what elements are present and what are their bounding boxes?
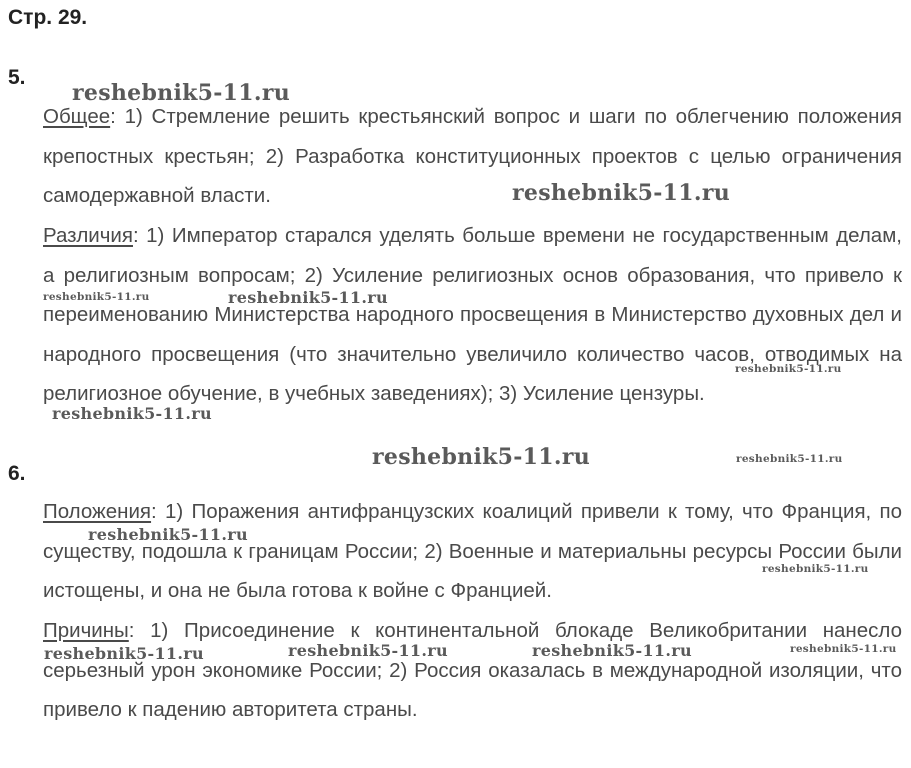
watermark: reshebnik5-11.ru bbox=[44, 644, 204, 663]
watermark: reshebnik5-11.ru bbox=[372, 444, 591, 470]
watermark: reshebnik5-11.ru bbox=[52, 404, 212, 423]
watermark: reshebnik5-11.ru bbox=[288, 641, 448, 660]
task-6-reasons-paragraph bbox=[43, 611, 902, 730]
task-6-number: 6. bbox=[8, 462, 26, 485]
watermark: reshebnik5-11.ru bbox=[43, 291, 150, 303]
task-5-number: 5. bbox=[8, 66, 26, 89]
watermark: reshebnik5-11.ru bbox=[736, 453, 843, 465]
watermark: reshebnik5-11.ru bbox=[790, 643, 897, 655]
task-5-common-paragraph bbox=[43, 97, 902, 216]
watermark: reshebnik5-11.ru bbox=[532, 641, 692, 660]
task-5-differences-paragraph bbox=[43, 216, 902, 414]
watermark: reshebnik5-11.ru bbox=[762, 563, 869, 575]
task-5-differences-text: : 1) Император старался уделять больше времени не государственным делам, а религиозным вопросам; 2) Усиление религиозных основ образования, что привело к переименованию Министерства народного просвещения в Министерство духовных дел и народного просвещения (что значительно увеличило количество часов, отводимых на религиозное обучение, в учебных заведениях); 3) Усиление цензуры. bbox=[43, 224, 902, 405]
task-5-differences-term: Различия bbox=[43, 224, 133, 247]
task-5-common-term: Общее bbox=[43, 105, 111, 128]
task-6-reasons-term: Причины bbox=[43, 619, 129, 642]
task-6-positions-paragraph bbox=[43, 492, 902, 611]
task-6-positions-text: : 1) Поражения антифранцузских коалиций привели к тому, что Франция, по существу, подошла к границам России; 2) Военные и материальны ресурсы России были истощены, и она не была готова к войне с Францией. bbox=[43, 500, 902, 602]
task-6-positions-term: Положения bbox=[43, 500, 152, 523]
watermark: reshebnik5-11.ru bbox=[72, 80, 291, 106]
task-5-common-text: : 1) Стремление решить крестьянский вопрос и шаги по облегчению положения крепостных крестьян; 2) Разработка конституционных проектов с целью ограничения самодержавной власти. bbox=[43, 105, 902, 207]
page-title: Стр. 29. bbox=[8, 6, 88, 29]
watermark: reshebnik5-11.ru bbox=[512, 180, 731, 206]
task-6-reasons-text: : 1) Присоединение к континентальной блокаде Великобритании нанесло серьезный урон экономике России; 2) Россия оказалась в международной изоляции, что привело к падению авторитета страны. bbox=[43, 619, 902, 721]
watermark: reshebnik5-11.ru bbox=[228, 288, 388, 307]
watermark: reshebnik5-11.ru bbox=[735, 363, 842, 375]
watermark: reshebnik5-11.ru bbox=[88, 525, 248, 544]
